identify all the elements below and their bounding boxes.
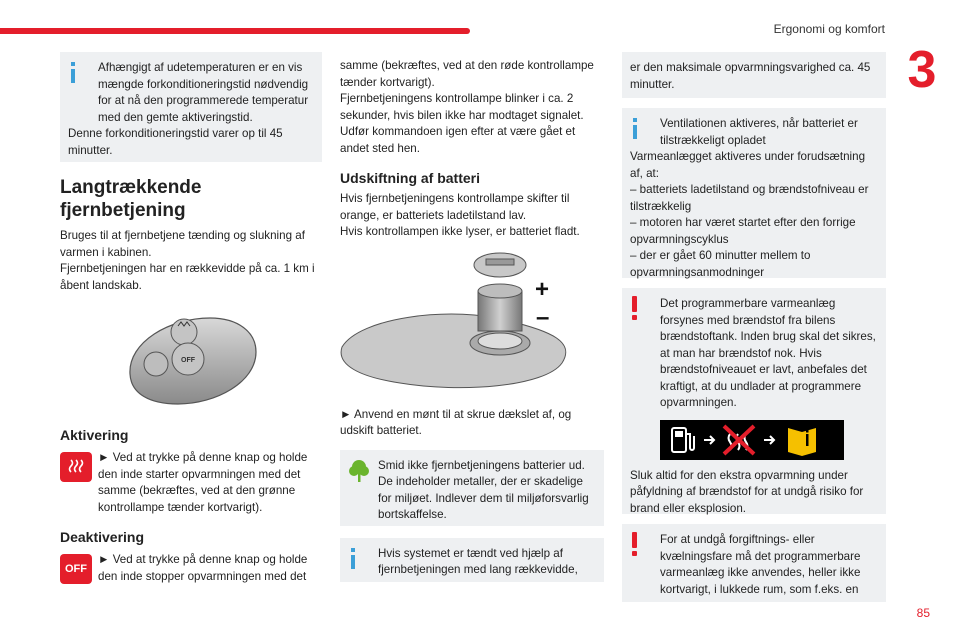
activation-text: ► Ved at trykke på denne knap og holde den inde starter opvarmningen med det samme (bekræftes, ved at den grønne kontrollampe tænder kortvarigt). bbox=[98, 451, 308, 514]
deactivation-heading: Deaktivering bbox=[60, 529, 145, 545]
info-text: Afhængigt af udetemperaturen er en vis mængde forkonditioneringstid nødvendig for at nå den programmerede temperatur med den gemte aktiveringstid. bbox=[98, 61, 309, 124]
activation-heading: Aktivering bbox=[60, 427, 129, 443]
remote-off-label: OFF bbox=[181, 357, 195, 364]
info-icon bbox=[630, 116, 652, 144]
paragraph: Fjernbetjeningen har en rækkevidde på ca. 1 km i åbent landskab. bbox=[60, 262, 315, 292]
paragraph: Udfør kommandoen igen efter at være gået et andet sted hen. bbox=[340, 125, 576, 155]
warning-text: Det programmerbare varmeanlæg forsynes med brændstof fra bilens brændstoftank. Inden brug skal det sikres, at man har brændstof nok. Hvis brændstofniveauet er lavt, anbefales det kraftigt, at du undlader at programmere opvarmningen. bbox=[660, 297, 876, 409]
info-text: Hvis systemet er tændt ved hjælp af fjernbetjeningen med lang rækkevidde, bbox=[378, 546, 578, 576]
eco-text: Smid ikke fjernbetjeningens batterier ud. De indeholder metaller, der er skadelige for miljøet. Indlever dem til miljøforsvarlig bortskaffelse. bbox=[378, 458, 589, 521]
battery-replacement-illustration bbox=[340, 247, 604, 397]
warning-box bbox=[622, 288, 886, 514]
list-item: – batteriets ladetilstand og brændstofniveau er tilstrækkelig bbox=[630, 183, 869, 213]
heating-on-button-icon bbox=[60, 452, 92, 482]
section-heading: Langtrækkende fjernbetjening bbox=[60, 177, 202, 221]
remote-control-illustration bbox=[60, 304, 322, 416]
warning-text: For at undgå forgiftnings- eller kvælningsfare må det programmerbare varmeanlæg ikke anvendes, heller ikke kortvarigt, i lukkede rum, som f.eks. en bbox=[660, 533, 861, 596]
minus-label: – bbox=[536, 303, 550, 331]
coin-instruction: ► Anvend en mønt til at skrue dækslet af, og udskift batteriet. bbox=[340, 407, 572, 437]
eco-box bbox=[340, 450, 604, 526]
chapter-number: 3 bbox=[907, 41, 937, 99]
off-button-icon: OFF bbox=[60, 554, 92, 584]
info-icon bbox=[68, 60, 90, 88]
deactivation-instruction bbox=[60, 552, 322, 585]
battery-heading: Udskiftning af batteri bbox=[340, 170, 481, 186]
paragraph: Fjernbetjeningens kontrollampe blinker i ca. 2 sekunder, hvis bilen ikke har modtaget signalet. bbox=[340, 92, 584, 122]
manual-book-icon bbox=[788, 428, 816, 456]
column-3 bbox=[622, 52, 886, 602]
info-text: Denne forkonditioneringstid varer op til 45 minutter. bbox=[68, 127, 283, 157]
ventilation-info-box bbox=[622, 108, 886, 278]
paragraph: Bruges til at fjernbetjene tænding og slukning af varmen i kabinen. bbox=[60, 229, 305, 259]
warning-icon bbox=[630, 296, 652, 324]
column-1 bbox=[60, 52, 322, 585]
paragraph: Hvis fjernbetjeningens kontrollampe skifter til orange, er batteriets ladetilstand lav. bbox=[340, 192, 570, 222]
info-box-continued bbox=[622, 52, 886, 98]
info-box bbox=[340, 538, 604, 582]
list-item: – motoren har været startet efter den forrige opvarmningscyklus bbox=[630, 216, 856, 246]
info-icon bbox=[348, 546, 370, 574]
info-text: er den maksimale opvarmningsvarighed ca. 45 minutter. bbox=[630, 61, 871, 91]
tree-icon bbox=[348, 458, 370, 486]
info-text: Varmeanlægget aktiveres under forudsætning af, at: bbox=[630, 150, 866, 180]
warning-box bbox=[622, 524, 886, 602]
section-title: Ergonomi og komfort bbox=[773, 22, 885, 36]
activation-instruction bbox=[60, 450, 322, 516]
list-item: – der er gået 60 minutter mellem to opvarmningsanmodninger bbox=[630, 249, 811, 279]
warning-text: Sluk altid for den ekstra opvarmning under påfyldning af brændstof for at undgå risiko for brand eller eksplosion. bbox=[630, 468, 864, 515]
warning-icon bbox=[630, 532, 652, 560]
refuel-warning-pictogram bbox=[660, 420, 844, 460]
deactivation-text: ► Ved at trykke på denne knap og holde den inde stopper opvarmningen med det bbox=[98, 553, 308, 583]
info-box bbox=[60, 52, 322, 162]
info-text: Ventilationen aktiveres, når batteriet er tilstrækkeligt opladet bbox=[660, 117, 858, 147]
column-2 bbox=[340, 58, 604, 582]
paragraph: samme (bekræftes, ved at den røde kontrollampe tænder kortvarigt). bbox=[340, 59, 594, 89]
plus-label: + bbox=[535, 275, 550, 303]
page-number: 85 bbox=[916, 606, 930, 620]
top-accent-bar bbox=[0, 28, 470, 34]
paragraph: Hvis kontrollampen ikke lyser, er batteriet fladt. bbox=[340, 225, 580, 238]
